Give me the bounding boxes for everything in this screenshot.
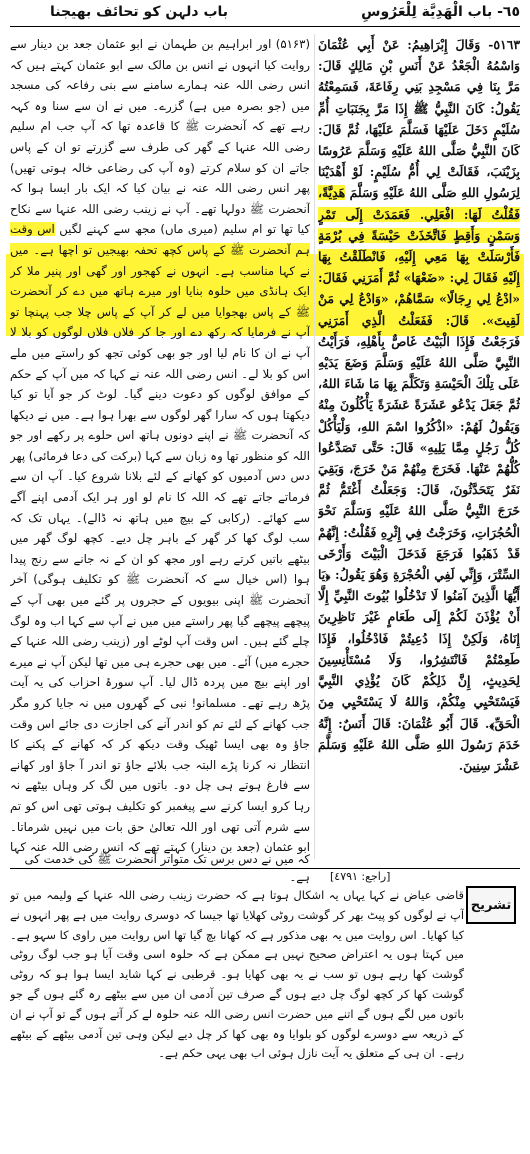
- reference-number: [راجع: ٤٧٩١]: [330, 870, 391, 883]
- commentary-section: [10, 886, 520, 1146]
- urdu-chapter-title: باب دلہن کو تحائف بھیجنا: [50, 4, 229, 20]
- footnote-divider: [10, 868, 520, 869]
- urdu-translation-text: [10, 34, 310, 859]
- arabic-text-after: فَقَالَ لِي: «ضَعْهَا» ثُمَّ أَمَرَنِي فَقَالَ: «ادْعُ لِي رِجَالًا» سَمَّاهُمْ، «وَادْعُ لِي مَنْ لَقِيتَ». قَالَ: فَفَعَلْتُ الَّذِي أَمَرَنِي فَرَجَعْتُ فَإِذَا الْبَيْتُ غَاصٌّ بِأَهْلِهِ، فَرَأَيْتُ النَّبِيَّ صَلَّى اللهُ عَلَيْهِ وَسَلَّمَ وَضَعَ يَدَيْهِ عَلَى تِلْكَ الْحَيْسَةِ وَتَكَلَّمَ بِهَا مَا شَاءَ اللهُ، ثُمَّ جَعَلَ يَدْعُو عَشَرَةً عَشَرَةً يَأْكُلُونَ مِنْهُ وَيَقُولُ لَهُمْ: «اذْكُرُوا اسْمَ اللهِ، وَلْيَأْكُلْ كُلُّ رَجُلٍ مِمَّا يَلِيهِ» قَالَ: حَتَّى تَصَدَّعُوا كُلُّهُمْ عَنْهَا. فَخَرَجَ مِنْهُمْ مَنْ خَرَجَ، وَبَقِيَ نَفَرٌ يَتَحَدَّثُونَ، قَالَ: وَجَعَلْتُ أَغْتَمُّ ثُمَّ خَرَجَ النَّبِيُّ صَلَّى اللهُ عَلَيْهِ وَسَلَّمَ نَحْوَ الْحُجُرَاتِ، وَخَرَجْتُ فِي إِثْرِهِ فَقُلْتُ: إِنَّهُمْ قَدْ ذَهَبُوا فَرَجَعَ فَدَخَلَ الْبَيْتَ وَأَرْخَى السِّتْرَ، وَإِنِّي لَفِي الْحُجْرَةِ وَهُوَ يَقُولُ: ﴿يَا أَيُّهَا الَّذِينَ آمَنُوا لَا تَدْخُلُوا بُيُوتَ النَّبِيِّ إِلَّا أَنْ يُؤْذَنَ لَكُمْ إِلَى طَعَامٍ غَيْرَ نَاظِرِينَ إِنَاهُ، وَلَكِنْ إِذَا دُعِيتُمْ فَادْخُلُوا، فَإِذَا طَعِمْتُمْ فَانْتَشِرُوا، وَلَا مُسْتَأْنِسِينَ لِحَدِيثٍ، إِنَّ ذَلِكُمْ كَانَ يُؤْذِي النَّبِيَّ فَيَسْتَحْيِي مِنْكُمْ، وَاللهُ لَا يَسْتَحْيِي مِنَ الْحَقِّ﴾. قَالَ أَبُو عُثْمَانَ: قَالَ أَنَسٌ: إِنَّهُ خَدَمَ رَسُولَ اللهِ صَلَّى اللهُ عَلَيْهِ وَسَلَّمَ عَشْرَ سِنِينَ.: [318, 270, 520, 773]
- arabic-chapter-title: ٦٥- باب الْهَدِيَّة لِلْعَرُوسِ: [361, 4, 520, 20]
- urdu-text-after: میں لے کر آپ کے پاس چلا جب پہنچا تو آپ نے فرمایا کہ رکھ دے اور جا کر فلاں فلاں لوگوں کو بلا لا آپ نے ان کا نام لیا اور جو بھی کوئی تجھ کو راستے میں ملے اس کو بلا لے۔ انس رضی اللہ عنہ نے کہا کہ میں آپ کے حکم کے موافق لوگوں کو دعوت دینے گیا۔ لوٹ کر جو آیا تو کیا دیکھتا ہوں کہ سارا گھر لوگوں سے بھرا ہوا ہے۔ میں نے دیکھا کہ آنحضرت ﷺ نے اپنے دونوں ہاتھ اس حلوے پر رکھے اور جو اللہ کو منظور تھا وہ زبان سے کہا (برکت کی دعا فرمائی) پھر دس دس آدمیوں کو کھانے کے لئے بلانا شروع کیا۔ آپ ان سے فرماتے جاتے تھے کہ اللہ کا نام لو اور ہر ایک آدمی اپنے آگے سے کھائے۔ (رکابی کے بیچ میں ہاتھ نہ ڈالے)۔ یہاں تک کہ سب لوگ کھا کر گھر کے باہر چل دیے۔ کچھ لوگ گھر میں بیٹھے باتیں کرتے رہے اور مجھ کو ان کے نہ جانے سے رنج پیدا ہوا (اس خیال سے کہ آنحضرت ﷺ کو تکلیف ہوگی) آخر آنحضرت ﷺ اپنی بیویوں کے حجروں پر گئے میں بھی آپ کے پیچھے پیچھے گیا پھر راستے میں میں نے آپ سے کہا اب وہ لوگ چلے گئے ہیں۔ اس وقت آپ لوٹے اور (زینب رضی اللہ عنہا کے حجرے میں) آئے۔ میں بھی حجرے ہی میں تھا لیکن آپ نے میرے اور اپنے بیچ میں پردہ ڈال لیا۔ آپ سورۂ احزاب کی یہ آیت پڑھ رہے تھے۔ مسلمانو! نبی کے گھروں میں نہ جایا کرو مگر جب کھانے کے لئے تم کو اندر آنے کی اجازت دی جائے اس وقت جاؤ وہ بھی ایسا ٹھیک وقت دیکھ کر کہ کھانے کے پکنے کا انتظار نہ کرنا پڑے البتہ جب بلائے جاؤ تو اندر آ جاؤ اور کھانے سے فارغ ہوتے ہی چل دو۔ باتوں میں لگ کر وہاں بیٹھے نہ رہا کرو ایسا کرنے سے پیغمبر کو تکلیف ہوتی تھی اس کو تم سے شرم آتی تھی اور اللہ تعالیٰ حق بات میں نہیں شرماتا۔ ابو عثمان (جعد بن دینار) کہتے تھے کہ انس رضی اللہ عنہ کہا: [10, 304, 310, 855]
- urdu-closing-line: کہ میں نے دس برس تک متواتر آنحضرت ﷺ کی خدمت کی ہے۔: [24, 852, 310, 884]
- column-divider: [314, 34, 315, 859]
- urdu-highlighted-text: اس وقت ہم آنحضرت ﷺ کے پاس کچھ تحفہ بھیجیں تو اچھا ہے۔ میں نے کہا مناسب ہے۔ انہوں نے کھجور اور گھی اور پنیر ملا کر ایک ہانڈی میں حلوہ بنایا اور میرے ہاتھ میں دے کر آنحضرت ﷺ کے پاس بھجوایا: [10, 222, 310, 319]
- commentary-text: قاضی عیاض نے کہا یہاں یہ اشکال ہوتا ہے کہ حضرت زینب رضی اللہ عنہا کے ولیمہ میں تو آپ نے لوگوں کو پیٹ بھر کر گوشت روٹی کھلایا تھا جیسا کہ دوسری روایت میں ہے پھر انہوں نے کیا کھایا۔ اس روایت میں یہ بھی مذکور ہے کہ کھانا بچ گیا تھا اس روایت میں راوی کا سہو ہے۔ میں کہتا ہوں یہ اعتراض صحیح نہیں ہے ممکن ہے کہ حلوہ اسی وقت آیا ہو جب لوگ روٹی گوشت کھا رہے ہوں تو سب نے یہ بھی کھایا ہو۔ قرطبی نے کہا شاید ایسا ہوا ہو کہ روٹی گوشت کھا کر کچھ لوگ چل دیے ہوں گے صرف تین آدمی ان میں سے بیٹھے رہ گئے ہوں گے جو باتوں میں لگے ہوں گے اتنے میں حضرت انس رضی اللہ عنہ حلوہ لے کر آتے ہوں گے تو آپ نے ان کے ذریعہ سے دوسرے لوگوں کو بلوایا وہ بھی کھا کر چل دیے لیکن وہی تین آدمی بیٹھے کے بیٹھے رہے۔ ان ہی کے متعلق یہ آیت نازل ہوئی اب بھی یہی حکم ہے۔: [10, 888, 464, 1061]
- tashreeh-badge: تشریح: [466, 886, 516, 924]
- page-header: [10, 4, 520, 27]
- arabic-text-before: ٥١٦٣- وَقَالَ إِبْرَاهِيمُ: عَنْ أَبِي عُثْمَانَ وَاسْمُهُ الْجَعْدُ عَنْ أَنَسِ بْنِ مَالِكٍ قَالَ: مَرَّ بِنَا فِي مَسْجِدِ بَنِي رِفَاعَةَ، فَسَمِعْتُهُ يَقُولُ: كَانَ النَّبِيُّ ﷺ إِذَا مَرَّ بِجَنَبَاتِ أُمِّ سُلَيْمٍ دَخَلَ عَلَيْهَا فَسَلَّمَ عَلَيْهَا، ثُمَّ قَالَ: كَانَ النَّبِيُّ صَلَّى اللهُ عَلَيْهِ وَسَلَّمَ عَرُوسًا بِزَيْنَبَ، فَقَالَتْ لِي أُمُّ سُلَيْمٍ: لَوْ أَهْدَيْنَا لِرَسُولِ اللهِ صَلَّى اللهُ عَلَيْهِ وَسَلَّمَ: [318, 37, 520, 201]
- arabic-highlighted-text: هَدِيَّةً، فَقُلْتُ لَهَا: افْعَلِي. فَعَمَدَتْ إِلَى تَمْرٍ وَسَمْنٍ وَأَقِطٍ فَاتَّخَذَتْ حَيْسَةً فِي بُرْمَةٍ فَأَرْسَلَتْ بِهَا مَعِي إِلَيْهِ، فَانْطَلَقْتُ بِهَا إِلَيْهِ: [318, 185, 520, 286]
- urdu-text-before: (۵۱۶۳) اور ابراہیم بن طہمان نے ابو عثمان جعد بن دینار سے روایت کیا انہوں نے انس بن مالک سے ابو عثمان کہتے ہیں کہ انس رضی اللہ عنہ ہمارے سامنے سے بنی رفاعہ کی مسجد میں (جو بصرہ میں ہے) گزرے۔ میں نے ان سے سنا وہ کہہ رہے تھے کہ آنحضرت ﷺ کا قاعدہ تھا کہ آپ جب ام سلیم رضی اللہ عنہا کے گھر کی طرف سے گزرتے تو ان کے پاس جاتے ان کو سلام کرتے (وہ آپ کی رضاعی خالہ ہوتی تھیں) پھر انس رضی اللہ عنہ نے بیان کیا کہ ایک بار ایسا ہوا کہ آنحضرت ﷺ دولہا تھے۔ آپ نے زینب رضی اللہ عنہا سے نکاح کیا تھا تو ام سلیم (میری ماں) مجھ سے کہنے لگیں: [10, 37, 310, 237]
- arabic-hadith-text: [318, 34, 520, 859]
